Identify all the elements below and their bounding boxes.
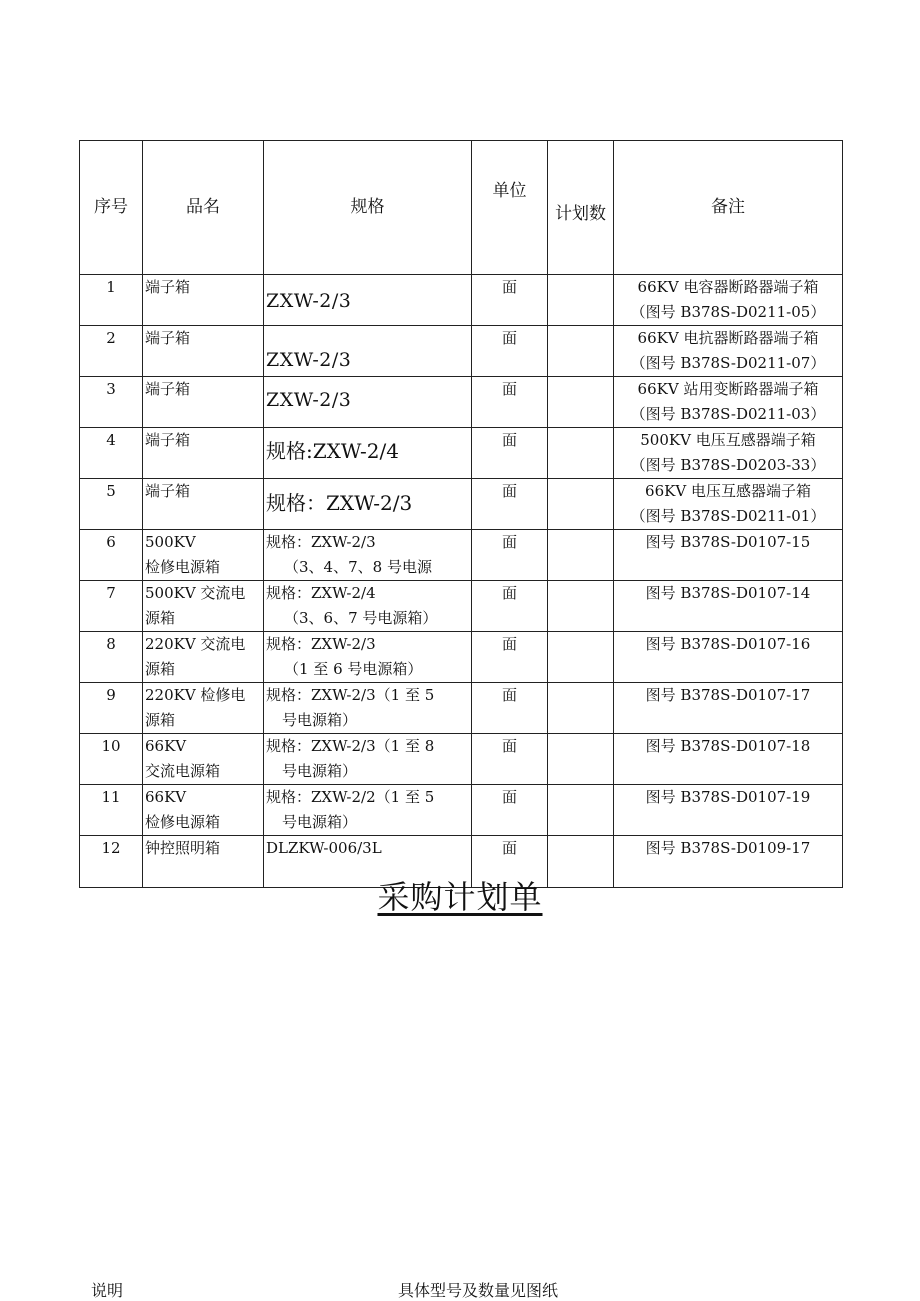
table-row: [80, 734, 843, 785]
note-line: 图号 B378S-D0107-14: [645, 584, 811, 602]
cell-seq: 6: [80, 530, 143, 581]
header-seq: 序号: [80, 141, 143, 275]
cell-seq: 11: [80, 785, 143, 836]
cell-name: [143, 377, 264, 428]
cell-spec: [264, 581, 472, 632]
table-row: [80, 479, 843, 530]
header-qty: 计划数: [548, 141, 614, 275]
table-row: [80, 581, 843, 632]
cell-spec: [264, 530, 472, 581]
cell-unit: 面: [472, 734, 548, 785]
cell-note: [614, 326, 843, 377]
cell-spec: [264, 632, 472, 683]
note-line: （图号 B378S-D0211-07）: [630, 354, 826, 372]
table-row: [80, 530, 843, 581]
note-line: （图号 B378S-D0211-05）: [630, 303, 826, 321]
spec-line: 规格：ZXW-2/3: [266, 533, 376, 551]
cell-name: [143, 275, 264, 326]
name-line: 端子箱: [145, 482, 191, 500]
spec-line: 规格：ZXW-2/3（1 至 5: [266, 686, 435, 704]
cell-name: [143, 734, 264, 785]
cell-name: [143, 785, 264, 836]
cell-unit: 面: [472, 377, 548, 428]
cell-unit: 面: [472, 275, 548, 326]
name-line: 检修电源箱: [145, 558, 221, 576]
name-line: 66KV: [145, 737, 187, 755]
cell-qty: [548, 530, 614, 581]
cell-note: [614, 428, 843, 479]
name-line: 源箱: [145, 660, 176, 678]
note-line: 图号 B378S-D0107-16: [645, 635, 811, 653]
cell-seq: 1: [80, 275, 143, 326]
cell-note: [614, 785, 843, 836]
spec-line: 规格：ZXW-2/4: [266, 584, 376, 602]
spec-line: （3、4、7、8 号电源: [284, 558, 432, 576]
cell-qty: [548, 581, 614, 632]
cell-spec: [264, 326, 472, 377]
cell-qty: [548, 428, 614, 479]
note-line: 图号 B378S-D0107-17: [645, 686, 811, 704]
header-name: 品名: [143, 141, 264, 275]
cell-unit: 面: [472, 479, 548, 530]
cell-note: [614, 632, 843, 683]
cell-spec: [264, 479, 472, 530]
name-line: 220KV 交流电: [145, 635, 246, 653]
name-line: 端子箱: [145, 431, 191, 449]
cell-note: [614, 479, 843, 530]
cell-qty: [548, 479, 614, 530]
name-line: 端子箱: [145, 329, 191, 347]
cell-note: [614, 275, 843, 326]
note-line: （图号 B378S-D0211-03）: [630, 405, 826, 423]
cell-unit: 面: [472, 326, 548, 377]
cell-unit: 面: [472, 632, 548, 683]
cell-unit: 面: [472, 683, 548, 734]
cell-name: [143, 428, 264, 479]
cell-name: [143, 479, 264, 530]
cell-note: [614, 734, 843, 785]
table-row: [80, 785, 843, 836]
table-row: [80, 428, 843, 479]
name-line: 66KV: [145, 788, 187, 806]
name-line: 交流电源箱: [145, 762, 221, 780]
name-line: 源箱: [145, 711, 176, 729]
name-line: 源箱: [145, 609, 176, 627]
spec-line: DLZKW-006/3L: [266, 839, 382, 857]
cell-seq: 3: [80, 377, 143, 428]
cell-spec: [264, 785, 472, 836]
cell-qty: [548, 326, 614, 377]
spec-line: （3、6、7 号电源箱）: [284, 609, 438, 627]
cell-seq: 4: [80, 428, 143, 479]
cell-name: [143, 530, 264, 581]
cell-unit: 面: [472, 836, 548, 888]
header-spec: 规格: [264, 141, 472, 275]
spec-line: ZXW-2/3: [266, 389, 352, 411]
note-line: 图号 B378S-D0109-17: [645, 839, 811, 857]
procurement-table: [79, 140, 843, 888]
spec-line: 号电源箱）: [282, 762, 358, 780]
cell-note: [614, 581, 843, 632]
name-line: 端子箱: [145, 278, 191, 296]
cell-seq: 9: [80, 683, 143, 734]
document-title: 采购计划单: [377, 878, 543, 916]
spec-line: 规格：ZXW-2/3: [266, 635, 376, 653]
note-line: 66KV 站用变断路器端子箱: [637, 380, 819, 398]
cell-unit: 面: [472, 581, 548, 632]
cell-name: [143, 581, 264, 632]
cell-qty: [548, 275, 614, 326]
note-line: 图号 B378S-D0107-18: [645, 737, 811, 755]
spec-line: 号电源箱）: [282, 813, 358, 831]
cell-spec: [264, 428, 472, 479]
cell-spec: [264, 683, 472, 734]
name-line: 检修电源箱: [145, 813, 221, 831]
cell-seq: 10: [80, 734, 143, 785]
cell-qty: [548, 632, 614, 683]
header-note: 备注: [614, 141, 843, 275]
cell-spec: [264, 734, 472, 785]
cell-note: [614, 530, 843, 581]
table-row: [80, 683, 843, 734]
note-line: 66KV 电容器断路器端子箱: [637, 278, 819, 296]
spec-line: 规格：ZXW-2/2（1 至 5: [266, 788, 435, 806]
cell-name: [143, 326, 264, 377]
note-line: 500KV 电压互感器端子箱: [640, 431, 816, 449]
table-header-row: [80, 141, 843, 275]
cell-qty: [548, 377, 614, 428]
footer-text: 具体型号及数量见图纸: [398, 1281, 559, 1300]
spec-line: 规格:ZXW-2/4: [266, 439, 399, 463]
spec-line: ZXW-2/3: [266, 290, 352, 312]
cell-unit: 面: [472, 530, 548, 581]
note-line: 66KV 电抗器断路器端子箱: [637, 329, 819, 347]
spec-line: ZXW-2/3: [266, 349, 352, 371]
cell-name: [143, 632, 264, 683]
table-row: [80, 275, 843, 326]
spec-line: 号电源箱）: [282, 711, 358, 729]
spec-line: （1 至 6 号电源箱）: [284, 660, 423, 678]
note-line: （图号 B378S-D0203-33）: [630, 456, 826, 474]
cell-seq: 12: [80, 836, 143, 888]
cell-seq: 7: [80, 581, 143, 632]
cell-seq: 2: [80, 326, 143, 377]
note-line: 66KV 电压互感器端子箱: [645, 482, 811, 500]
name-line: 220KV 检修电: [145, 686, 246, 704]
spec-line: 规格：ZXW-2/3: [266, 491, 413, 515]
footer-label: 说明: [91, 1281, 124, 1300]
table-row: [80, 632, 843, 683]
name-line: 500KV: [145, 533, 196, 551]
cell-unit: 面: [472, 428, 548, 479]
cell-seq: 8: [80, 632, 143, 683]
cell-spec: [264, 377, 472, 428]
note-line: 图号 B378S-D0107-19: [645, 788, 811, 806]
cell-qty: [548, 683, 614, 734]
cell-unit: 面: [472, 785, 548, 836]
header-unit: 单位: [472, 141, 548, 275]
cell-note: [614, 377, 843, 428]
note-line: （图号 B378S-D0211-01）: [630, 507, 826, 525]
name-line: 500KV 交流电: [145, 584, 246, 602]
name-line: 钟控照明箱: [145, 839, 221, 857]
table-row: [80, 326, 843, 377]
table-row: [80, 377, 843, 428]
cell-spec: [264, 275, 472, 326]
cell-qty: [548, 734, 614, 785]
note-line: 图号 B378S-D0107-15: [645, 533, 811, 551]
spec-line: 规格：ZXW-2/3（1 至 8: [266, 737, 435, 755]
name-line: 端子箱: [145, 380, 191, 398]
cell-name: [143, 683, 264, 734]
cell-qty: [548, 785, 614, 836]
cell-seq: 5: [80, 479, 143, 530]
cell-note: [614, 683, 843, 734]
